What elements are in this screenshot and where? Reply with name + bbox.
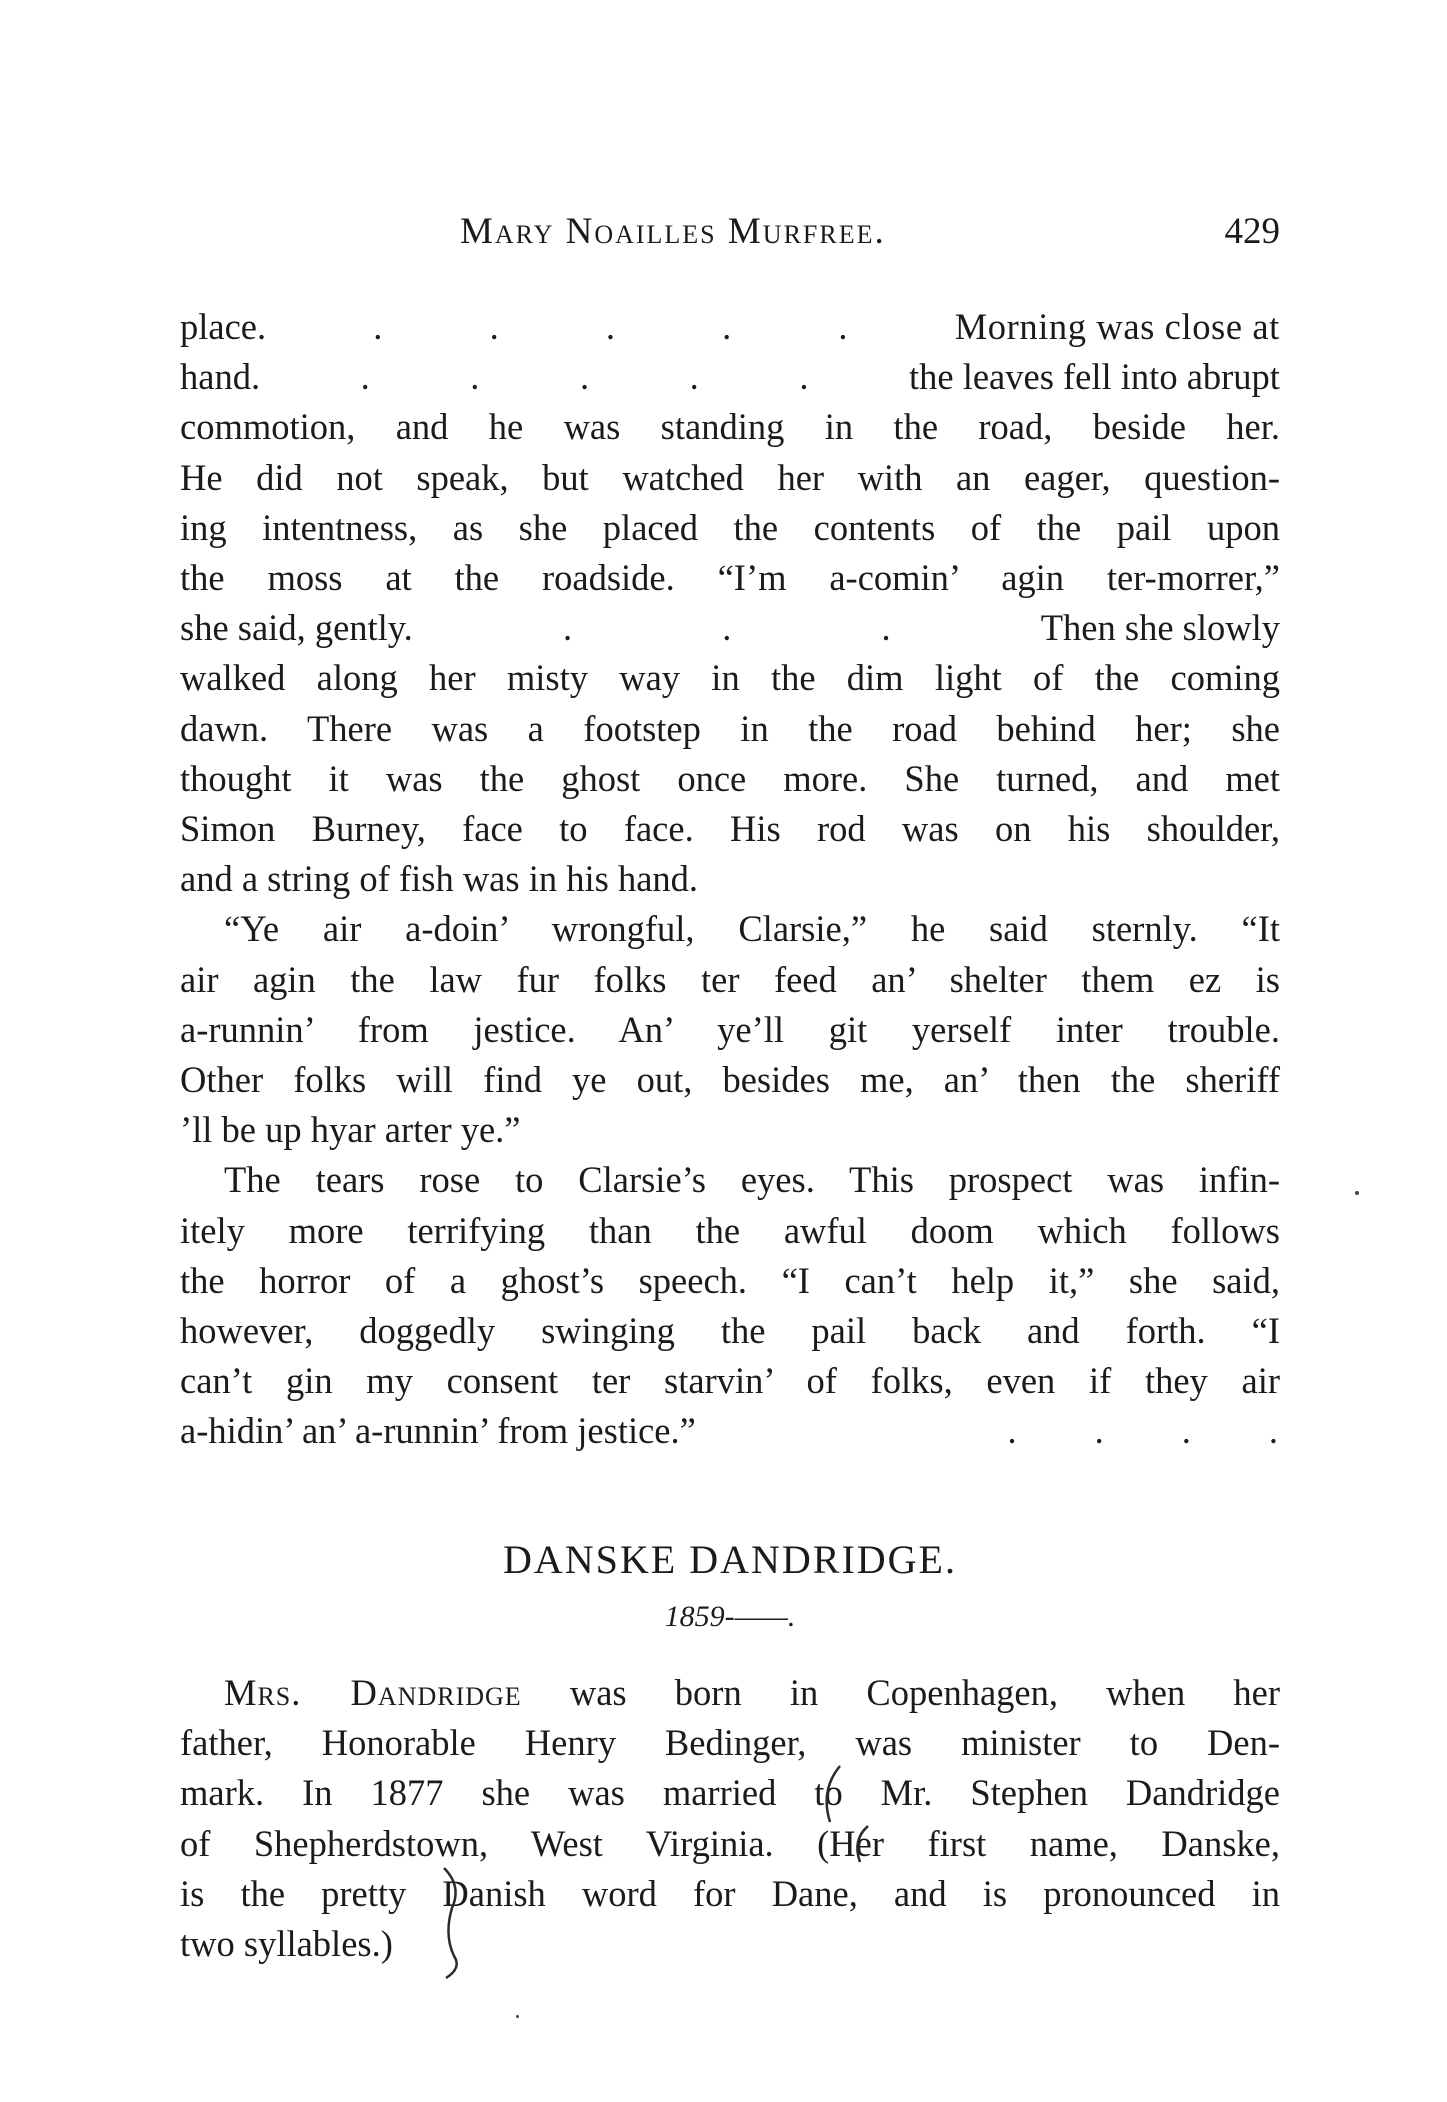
bio-name: Mrs. Dandridge (224, 1672, 522, 1713)
text-line: the moss at the roadside. “I’m a-comin’ agin ter-morrer,” (180, 557, 1280, 599)
text-line: father, Honorable Henry Bedinger, was minister to Den- (180, 1722, 1280, 1764)
line-start: hand. (180, 356, 261, 398)
stray-mark (516, 2015, 519, 2018)
running-title: Mary Noailles Murfree. (460, 211, 886, 252)
text-line (180, 352, 1280, 402)
text-line: dawn. There was a footstep in the road behind her; she (180, 707, 1280, 749)
ellipsis-dot: . (579, 356, 590, 398)
running-head (180, 210, 1280, 270)
text-line (180, 1406, 1280, 1456)
ellipsis-dot: . (838, 306, 848, 347)
stray-mark (1355, 1191, 1359, 1195)
line-end: Morning was close at (954, 306, 1280, 347)
text-line (180, 603, 1280, 653)
text-line: however, doggedly swinging the pail back and forth. “I (180, 1310, 1280, 1352)
text-line: of Shepherdstown, West Virginia. (Her first name, Danske, (180, 1822, 1280, 1864)
text-line: is the pretty Danish word for Dane, and is pronounced in (180, 1872, 1280, 1914)
bio-text (180, 1668, 1280, 1969)
text-line (180, 1668, 1280, 1718)
text-line: can’t gin my consent ter starvin’ of folks, even if they air (180, 1360, 1280, 1402)
line-start: place. (180, 306, 267, 347)
ellipsis-dot: . (470, 356, 480, 398)
line-end: Then she slowly (1040, 607, 1280, 649)
text-line: the horror of a ghost’s speech. “I can’t help it,” she said, (180, 1259, 1280, 1301)
text-line: walked along her misty way in the dim light of the coming (180, 657, 1280, 699)
text-line: two syllables.) (180, 1923, 393, 1965)
ellipsis-dot: . (881, 607, 891, 649)
text-line: ’ll be up hyar arter ye.” (180, 1109, 521, 1151)
text-line: mark. In 1877 she was married to Mr. Stephen Dandridge (180, 1772, 1280, 1814)
section-years: 1859-——. (664, 1600, 796, 1633)
text-line: He did not speak, but watched her with an eager, question- (180, 456, 1280, 498)
ellipsis-dot: . (722, 306, 732, 347)
ellipsis-dot: . (1268, 1410, 1278, 1452)
text-line: Other folks will find ye out, besides me, an’ then the sheriff (180, 1059, 1280, 1101)
text-line: The tears rose to Clarsie’s eyes. This prospect was infin- (224, 1159, 1280, 1201)
text-line: ing intentness, as she placed the contents of the pail upon (180, 506, 1280, 548)
text-line: thought it was the ghost once more. She turned, and met (180, 757, 1280, 799)
ellipsis-dot: . (373, 306, 383, 347)
bio-first-line-rest: was born in Copenhagen, when her (521, 1672, 1281, 1713)
ellipsis-dot: . (1007, 1410, 1017, 1452)
text-line: itely more terrifying than the awful doom which follows (180, 1209, 1280, 1251)
line-start: a-hidin’ an’ a-runnin’ from jestice.” (180, 1410, 696, 1452)
section-heading: DANSKE DANDRIDGE. (503, 1537, 957, 1582)
text-line (180, 302, 1280, 352)
trailing-ellipsis (1008, 1406, 1279, 1456)
ellipsis-dot: . (689, 356, 699, 398)
page-number: 429 (1224, 211, 1280, 252)
ellipsis-dot: . (605, 306, 615, 347)
line-end: the leaves fell into abrupt (908, 356, 1280, 398)
text-line: commotion, and he was standing in the road, beside her. (180, 406, 1280, 448)
ellipsis-dot: . (360, 356, 370, 398)
text-line: and a string of fish was in his hand. (180, 858, 699, 900)
passage-text (180, 302, 1280, 1457)
ellipsis-dot: . (1181, 1410, 1191, 1452)
text-line: a-runnin’ from jestice. An’ ye’ll git yerself inter trouble. (180, 1008, 1280, 1050)
ellipsis-dot: . (799, 356, 809, 398)
text-line: “Ye air a-doin’ wrongful, Clarsie,” he said sternly. “It (224, 908, 1280, 950)
ellipsis-dot: . (562, 607, 573, 649)
ellipsis-dot: . (489, 306, 499, 347)
text-line: air agin the law fur folks ter feed an’ shelter them ez is (180, 958, 1280, 1000)
ellipsis-dot: . (1094, 1410, 1104, 1452)
ellipsis-dot: . (722, 607, 732, 649)
line-start: she said, gently. (180, 607, 413, 649)
text-line: Simon Burney, face to face. His rod was on his shoulder, (180, 808, 1280, 850)
